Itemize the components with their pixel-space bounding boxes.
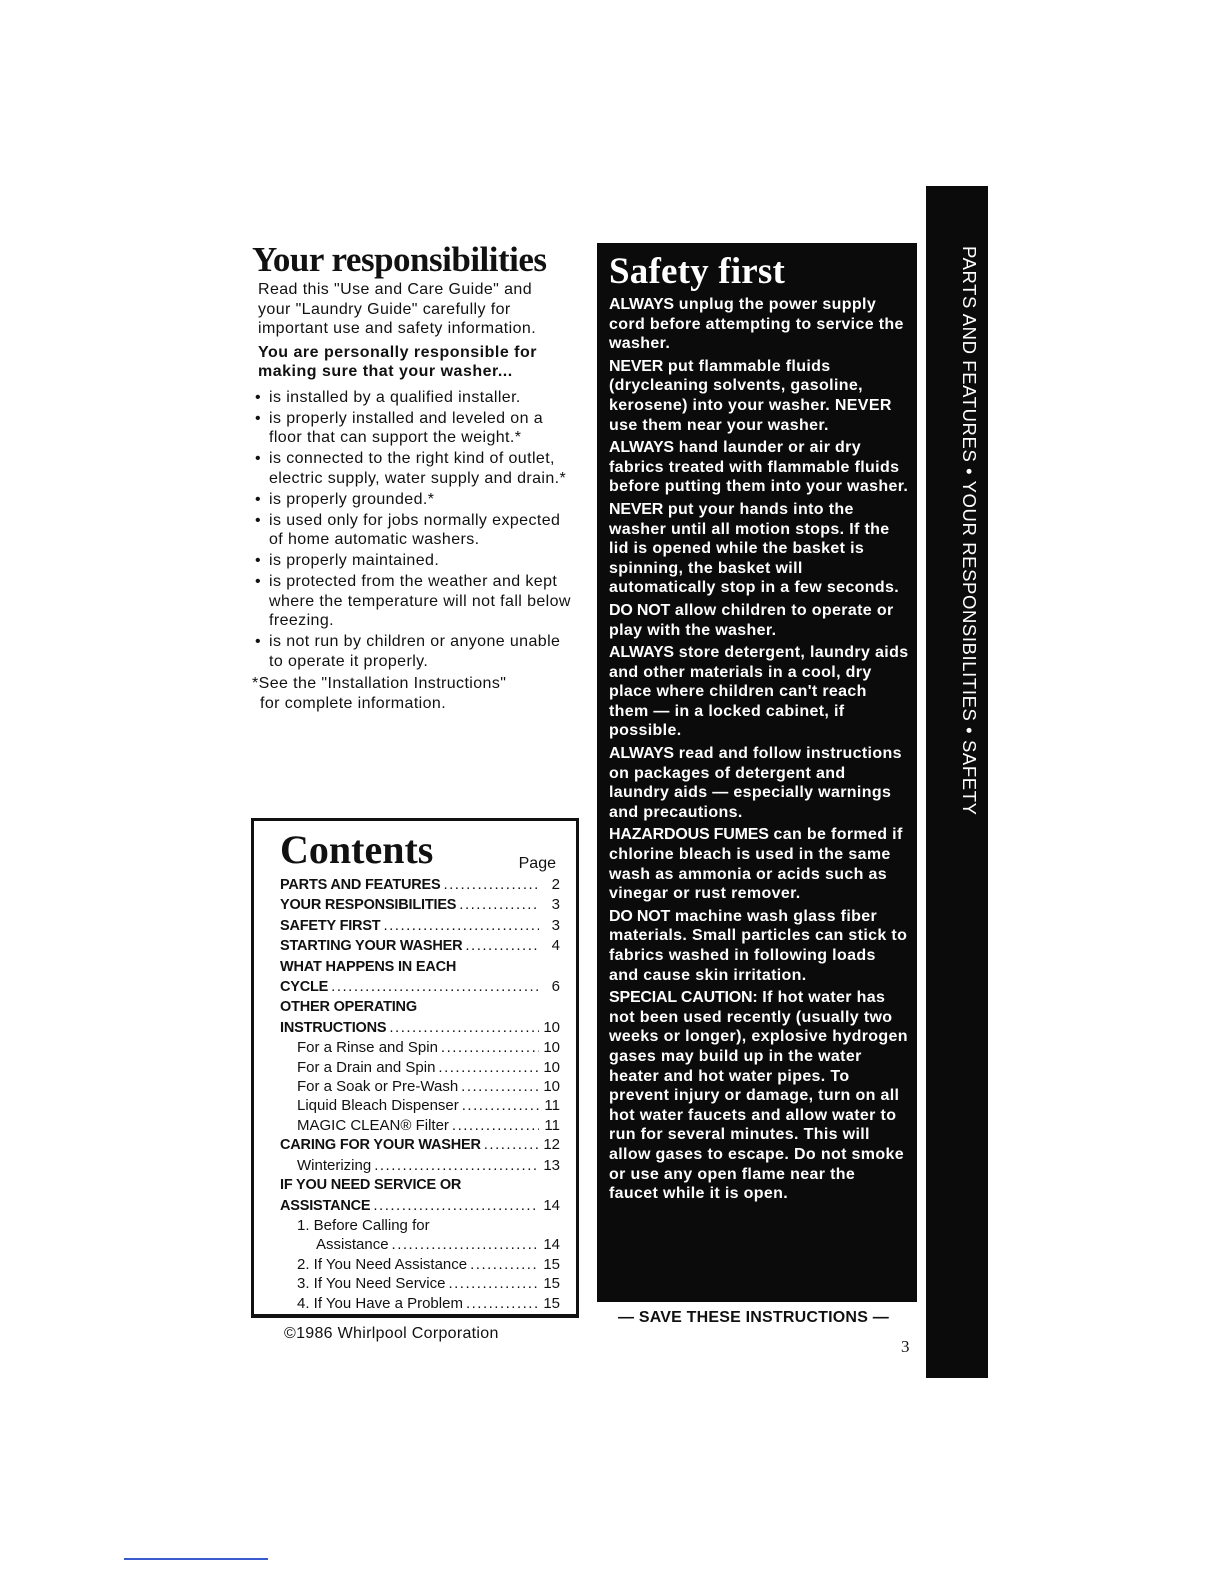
toc-entry (280, 957, 560, 977)
toc-entry-title: For a Soak or Pre-Wash (297, 1078, 459, 1096)
save-instructions: — SAVE THESE INSTRUCTIONS — (618, 1309, 889, 1326)
safety-keyword: NEVER (609, 357, 664, 375)
toc-leader-dots (465, 936, 539, 955)
toc-entry-page: 15 (543, 1275, 560, 1293)
toc-entry-title: YOUR RESPONSIBILITIES (280, 897, 457, 914)
safety-text: put flammable fluids (drycleaning solvents, gasoline, kerosene) into your washer. NEVER use them near your washer. (609, 357, 892, 434)
footnote-line: *See the "Installation Instructions" (252, 675, 507, 692)
toc-entry-page: 3 (551, 916, 560, 934)
toc-leader-dots (461, 1077, 539, 1096)
toc-leader-dots (331, 977, 539, 996)
toc-leader-dots (466, 1294, 539, 1313)
list-item: • is properly maintained. (252, 551, 579, 571)
toc-leader-dots (373, 1196, 539, 1215)
safety-paragraph (609, 601, 909, 640)
contents-header (254, 821, 576, 875)
section-tab (926, 186, 988, 1378)
toc-entry-title: 2. If You Need Assistance (297, 1255, 468, 1273)
responsibilities-footnote (252, 674, 592, 713)
list-item: • is properly installed and leveled on a floor that can support the weight.* (252, 409, 579, 448)
toc-entry (280, 1058, 560, 1077)
toc-entry (280, 1096, 560, 1115)
toc-entry-page: 14 (543, 1196, 560, 1214)
toc-leader-dots (470, 1255, 539, 1274)
toc-entry (280, 997, 560, 1017)
safety-paragraph (609, 825, 909, 903)
toc-entry-title: OTHER OPERATING (280, 999, 417, 1016)
decorative-underline (124, 1558, 268, 1560)
safety-paragraph (609, 744, 909, 822)
safety-text: unplug the power supply cord before attempting to service the washer. (609, 296, 904, 353)
toc-entry (280, 1255, 560, 1274)
toc-entry-page: 10 (543, 1018, 560, 1036)
toc-entry-title: SAFETY FIRST (280, 917, 381, 934)
toc-entry-page: 10 (543, 1058, 560, 1076)
safety-text: If hot water has not been used recently (usually two weeks or longer), explosive hydrogen gases may build up in the water heater and hot water pipes. To prevent injury or damage, turn on all hot water faucets and allow water to run for several minutes. This will allow gases to escape. Do not smoke or use any open flame near the faucet while it is open. (609, 989, 908, 1203)
safety-text: machine wash glass fiber materials. Small particles can stick to fabrics washed in following loads and cause skin irritation. (609, 907, 908, 984)
safety-paragraph (609, 500, 909, 598)
toc-entry-page: 4 (551, 937, 560, 955)
toc-entry-page: 15 (543, 1255, 560, 1273)
toc-entry-title: 1. Before Calling for (297, 1216, 430, 1234)
table-of-contents (280, 875, 560, 1313)
toc-entry (280, 1018, 560, 1038)
toc-leader-dots (374, 1156, 539, 1175)
toc-leader-dots (452, 1116, 539, 1135)
safety-text: can be formed if chlorine bleach is used in the same wash as ammonia or acids such as vinegar or rust remover. (609, 826, 903, 903)
toc-entry-title: CYCLE (280, 979, 329, 996)
safety-paragraph (609, 988, 909, 1204)
toc-entry (280, 1038, 560, 1057)
section-tab-label: PARTS AND FEATURES • YOUR RESPONSIBILITIES • SAFETY (959, 246, 980, 816)
list-item: • is not run by children or anyone unable to operate it properly. (252, 632, 579, 671)
safety-keyword: DO NOT (609, 601, 671, 619)
list-item: • is connected to the right kind of outlet, electric supply, water supply and drain.* (252, 449, 579, 488)
safety-keyword: NEVER (609, 500, 664, 518)
page-number: 3 (901, 1337, 910, 1356)
toc-entry-title: 4. If You Have a Problem (297, 1294, 463, 1312)
toc-entry-page: 14 (543, 1236, 560, 1254)
responsibilities-section (252, 240, 592, 713)
contents-title: Contents (280, 827, 434, 872)
copyright: ©1986 Whirlpool Corporation (284, 1325, 499, 1342)
safety-paragraph (609, 438, 909, 497)
toc-entry-title: STARTING YOUR WASHER (280, 938, 463, 955)
toc-entry-page: 10 (543, 1078, 560, 1096)
toc-entry (280, 1294, 560, 1313)
responsibilities-list (252, 388, 592, 672)
toc-entry-title: WHAT HAPPENS IN EACH (280, 958, 457, 975)
toc-leader-dots (392, 1235, 539, 1254)
safety-paragraph (609, 357, 909, 435)
safety-text: allow children to operate or play with the washer. (609, 601, 894, 639)
toc-entry (280, 916, 560, 936)
toc-entry (280, 1196, 560, 1216)
safety-text: put your hands into the washer until all motion stops. If the lid is opened while the basket is spinning, the basket will automatically stop in a few seconds. (609, 500, 900, 597)
safety-panel (597, 243, 917, 1302)
toc-entry-title: For a Drain and Spin (297, 1058, 436, 1076)
safety-paragraph (609, 295, 909, 354)
safety-keyword: ALWAYS (609, 439, 674, 457)
toc-entry (280, 1235, 560, 1254)
toc-entry (280, 1077, 560, 1096)
safety-paragraph (609, 643, 909, 741)
toc-leader-dots (441, 1038, 539, 1057)
list-item: • is protected from the weather and kept where the temperature will not fall below freezing. (252, 572, 579, 631)
list-item: • is used only for jobs normally expected of home automatic washers. (252, 511, 579, 550)
toc-entry-title: CARING FOR YOUR WASHER (280, 1137, 481, 1154)
toc-entry-page: 6 (551, 978, 560, 996)
safety-text: store detergent, laundry aids and other materials in a cool, dry place where children can't reach them — in a locked cabinet, if possible. (609, 644, 909, 740)
toc-entry-page: 11 (544, 1097, 560, 1115)
toc-entry-page: 12 (543, 1136, 560, 1154)
toc-entry-page: 13 (543, 1156, 560, 1174)
toc-entry (280, 875, 560, 895)
toc-leader-dots (443, 875, 539, 894)
safety-keyword: ALWAYS (609, 296, 674, 313)
toc-entry (280, 1216, 560, 1235)
toc-leader-dots (448, 1274, 539, 1293)
safety-keyword: DO NOT (609, 907, 671, 925)
toc-leader-dots (484, 1135, 539, 1154)
toc-entry-title: Assistance (316, 1236, 389, 1254)
toc-entry (280, 1135, 560, 1155)
toc-entry (280, 1274, 560, 1293)
responsibilities-title: Your responsibilities (252, 240, 547, 279)
toc-entry (280, 1116, 560, 1135)
toc-leader-dots (389, 1018, 539, 1037)
toc-entry-title: For a Rinse and Spin (297, 1039, 438, 1057)
toc-entry-title: INSTRUCTIONS (280, 1019, 387, 1036)
safety-keyword: ALWAYS (609, 745, 674, 763)
toc-entry-title: 3. If You Need Service (297, 1275, 446, 1293)
toc-entry (280, 977, 560, 997)
toc-leader-dots (383, 916, 539, 935)
toc-entry-title: PARTS AND FEATURES (280, 877, 441, 893)
toc-entry (280, 1175, 560, 1195)
safety-keyword: SPECIAL CAUTION: (609, 989, 758, 1007)
toc-leader-dots (459, 895, 539, 914)
toc-entry-page: 2 (551, 876, 560, 893)
toc-entry-page: 11 (544, 1116, 560, 1134)
toc-entry (280, 895, 560, 915)
responsibilities-intro: Read this "Use and Care Guide" and your "Laundry Guide" carefully for important use and safety information. (258, 281, 537, 337)
toc-entry-title: Liquid Bleach Dispenser (297, 1097, 459, 1115)
toc-entry (280, 1156, 560, 1175)
safety-text: read and follow instructions on packages of detergent and laundry aids — especially warnings and precautions. (609, 745, 902, 821)
toc-entry-title: ASSISTANCE (280, 1197, 371, 1214)
list-item: • is properly grounded.* (252, 490, 579, 510)
toc-leader-dots (438, 1058, 539, 1077)
toc-entry-page: 15 (543, 1294, 560, 1312)
toc-leader-dots (462, 1096, 539, 1115)
toc-entry-page: 10 (543, 1039, 560, 1057)
safety-title: Safety first (609, 251, 786, 292)
safety-keyword: HAZARDOUS FUMES (609, 826, 769, 844)
page-column-label: Page (518, 855, 556, 872)
toc-entry-title: MAGIC CLEAN® Filter (297, 1116, 449, 1134)
safety-paragraphs (609, 295, 909, 1204)
responsibilities-lead: You are personally responsible for making sure that your washer... (258, 343, 537, 380)
contents-box (251, 818, 579, 1318)
footnote-line: for complete information. (260, 694, 447, 712)
safety-keyword: ALWAYS (609, 644, 674, 662)
toc-entry (280, 936, 560, 956)
safety-paragraph (609, 907, 909, 985)
toc-entry-title: IF YOU NEED SERVICE OR (280, 1177, 462, 1194)
toc-entry-title: Winterizing (297, 1156, 372, 1174)
toc-entry-page: 3 (551, 896, 560, 914)
safety-text: hand launder or air dry fabrics treated with flammable fluids before putting them into your washer. (609, 439, 909, 496)
list-item: • is installed by a qualified installer. (252, 388, 579, 408)
